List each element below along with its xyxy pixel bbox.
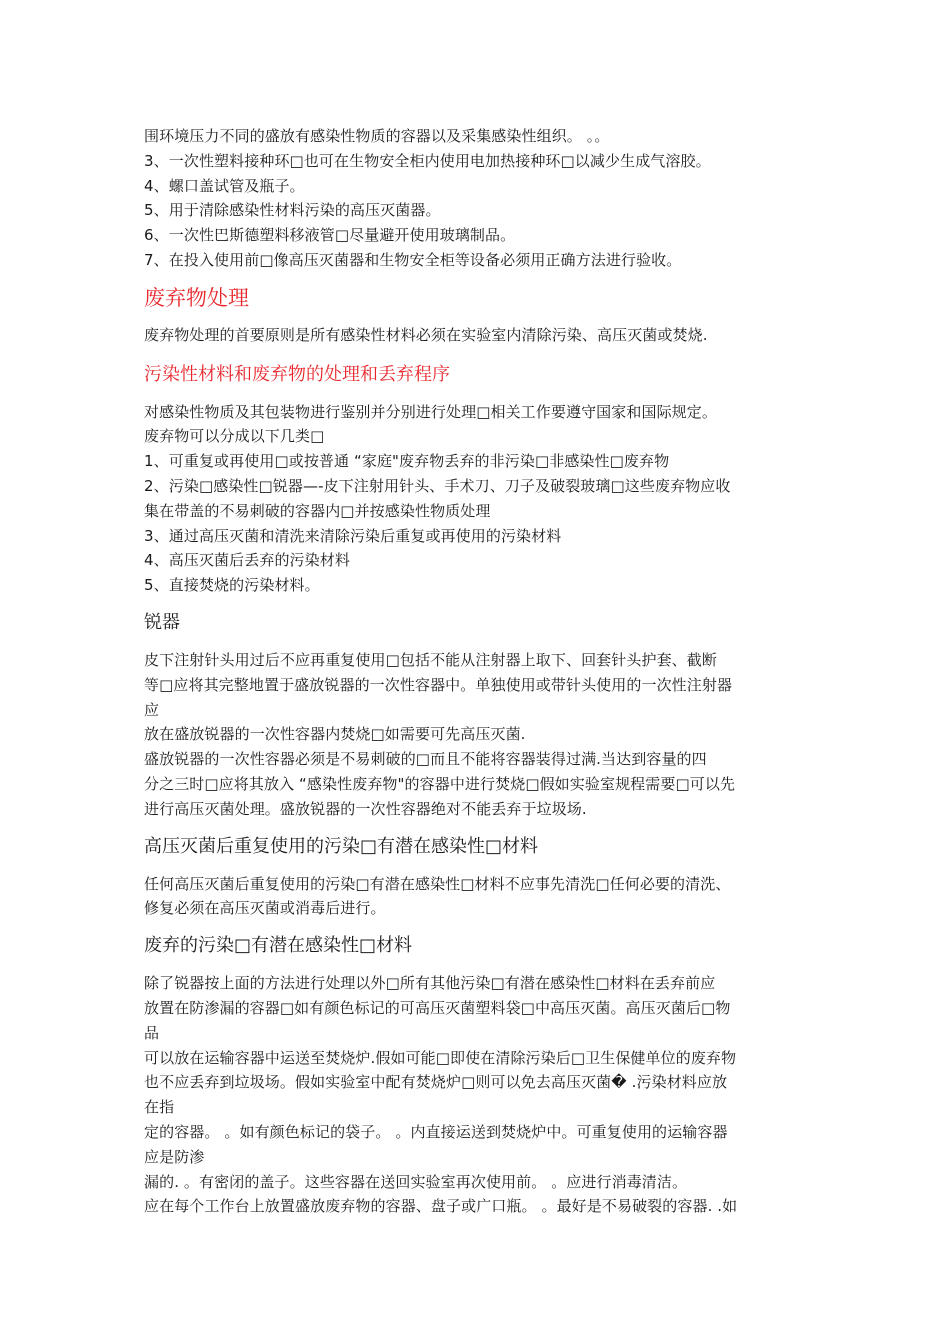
procedure-paragraph <box>144 400 814 598</box>
text-line: 也不应丢弃到垃圾场。假如实验室中配有焚烧炉□则可以免去高压灭菌� .污染材料应放 <box>144 1073 728 1092</box>
text-line: 任何高压灭菌后重复使用的污染□有潜在感染性□材料不应事先清洗□任何必要的清洗、 <box>144 874 731 893</box>
text-line: 集在带盖的不易刺破的容器内□并按感染性物质处理 <box>144 501 491 520</box>
text-line: 应 <box>144 700 160 719</box>
list-item: 6、一次性巴斯德塑料移液管□尽量避开使用玻璃制品。 <box>144 226 516 245</box>
list-item: 7、在投入使用前□像高压灭菌器和生物安全柜等设备必须用正确方法进行验收。 <box>144 250 682 269</box>
text-line: 皮下注射针头用过后不应再重复使用□包括不能从注射器上取下、回套针头护套、截断 <box>144 650 717 669</box>
text-line: 放在盛放锐器的一次性容器内焚烧□如需要可先高压灭菌. <box>144 725 526 744</box>
sharps-paragraph <box>144 648 814 822</box>
text-line: 除了锐器按上面的方法进行处理以外□所有其他污染□有潜在感染性□材料在丢弃前应 <box>144 974 716 993</box>
section-heading-sharps: 锐器 <box>144 611 180 633</box>
document-page <box>144 124 814 1219</box>
text-line: 修复必须在高压灭菌或消毒后进行。 <box>144 899 386 918</box>
list-item: 3、一次性塑料接种环□也可在生物安全柜内使用电加热接种环□以减少生成气溶胶。 <box>144 151 711 170</box>
discard-paragraph <box>144 971 814 1219</box>
paragraph-waste-intro: 废弃物处理的首要原则是所有感染性材料必须在实验室内清除污染、高压灭菌或焚烧. <box>144 325 708 344</box>
text-line: 在指 <box>144 1098 175 1117</box>
reuse-paragraph <box>144 872 814 922</box>
text-line: 5、直接焚烧的污染材料。 <box>144 576 320 595</box>
text-line: 应是防渗 <box>144 1147 205 1166</box>
text-line: 可以放在运输容器中运送至焚烧炉.假如可能□即使在清除污染后□卫生保健单位的废弃物 <box>144 1048 737 1067</box>
text-line: 定的容器。 。如有颜色标记的袋子。 。内直接运送到焚烧炉中。可重复使用的运输容器 <box>144 1122 728 1141</box>
text-line: 3、通过高压灭菌和清洗来清除污染后重复或再使用的污染材料 <box>144 526 562 545</box>
equipment-list <box>144 124 814 273</box>
text-line: 对感染性物质及其包装物进行鉴别并分别进行处理□相关工作要遵守国家和国际规定。 <box>144 402 717 421</box>
text-line: 放置在防渗漏的容器□如有颜色标记的可高压灭菌塑料袋□中高压灭菌。高压灭菌后□物 <box>144 998 731 1017</box>
text-line: 1、可重复或再使用□或按普通 “家庭"废弃物丢弃的非污染□非感染性□废弃物 <box>144 452 670 471</box>
text-line: 2、污染□感染性□锐器—-皮下注射用针头、手术刀、刀子及破裂玻璃□这些废弃物应收 <box>144 476 731 495</box>
text-line: 漏的. 。有密闭的盖子。这些容器在送回实验室再次使用前。 。应进行消毒清洁。 <box>144 1172 688 1191</box>
section-heading-discard: 废弃的污染□有潜在感染性□材料 <box>144 935 413 957</box>
text-line: 品 <box>144 1023 160 1042</box>
text-line: 废弃物可以分成以下几类□ <box>144 427 325 446</box>
list-item: 围环境压力不同的盛放有感染性物质的容器以及采集感染性组织。 。。 <box>144 127 610 145</box>
text-line: 4、高压灭菌后丢弃的污染材料 <box>144 551 350 570</box>
text-line: 应在每个工作台上放置盛放废弃物的容器、盘子或广口瓶。 。最好是不易破裂的容器. .如 <box>144 1197 738 1216</box>
section-heading-waste: 废弃物处理 <box>144 285 249 310</box>
section-heading-reuse: 高压灭菌后重复使用的污染□有潜在感染性□材料 <box>144 835 539 857</box>
section-heading-procedure: 污染性材料和废弃物的处理和丢弃程序 <box>144 363 450 385</box>
text-line: 分之三时□应将其放入 “感染性废弃物"的容器中进行焚烧□假如实验室规程需要□可以先 <box>144 774 736 793</box>
list-item: 5、用于清除感染性材料污染的高压灭菌器。 <box>144 201 441 220</box>
text-line: 盛放锐器的一次性容器必须是不易刺破的□而且不能将容器装得过满.当达到容量的四 <box>144 750 707 769</box>
text-line: 等□应将其完整地置于盛放锐器的一次性容器中。单独使用或带针头使用的一次性注射器 <box>144 675 733 694</box>
text-line: 进行高压灭菌处理。盛放锐器的一次性容器绝对不能丢弃于垃圾场. <box>144 799 587 818</box>
list-item: 4、螺口盖试管及瓶子。 <box>144 176 305 195</box>
